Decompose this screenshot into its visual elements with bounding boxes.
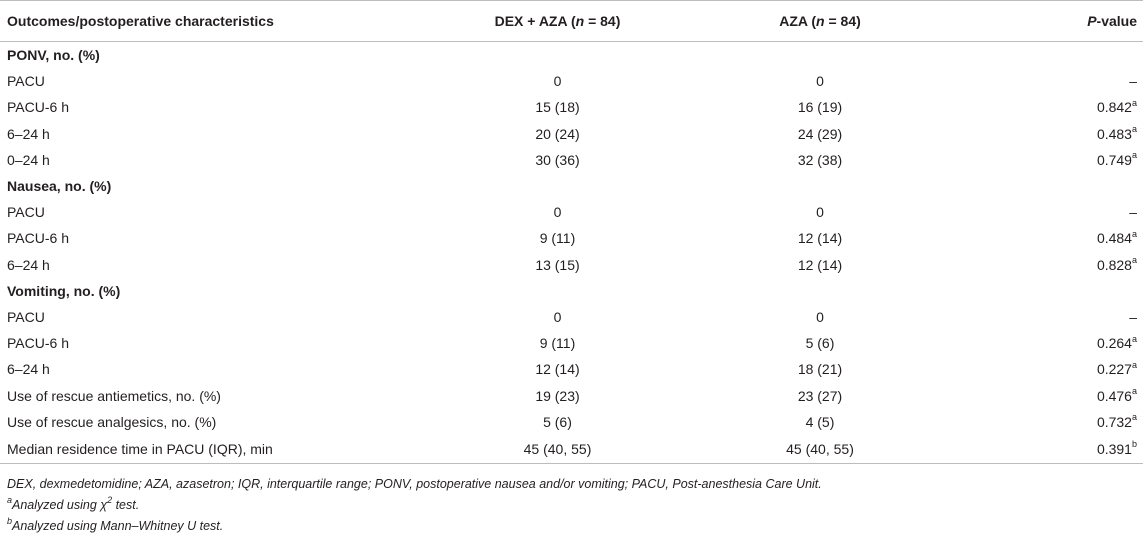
table-row: [0, 147, 1143, 173]
section-label: PONV, no. (%): [7, 47, 100, 64]
footnote-marker: a: [1131, 150, 1137, 161]
row-label: 6–24 h: [7, 125, 50, 142]
cell-dex-aza: 0: [553, 73, 562, 90]
cell-dex-aza: 5 (6): [543, 413, 572, 430]
cell-aza: 16 (19): [797, 99, 843, 116]
cell-aza: 23 (27): [797, 387, 843, 404]
cell-p-value: [945, 121, 1143, 147]
table-row: [0, 304, 1143, 330]
section-row: [0, 173, 1143, 199]
row-label: PACU: [7, 308, 45, 325]
footnote-marker: a: [1131, 97, 1137, 108]
cell-aza: [695, 278, 945, 304]
header-dex-aza: DEX + AZA (n = 84): [420, 1, 695, 42]
cell-aza: 0: [816, 308, 824, 325]
section-label: Nausea, no. (%): [7, 178, 112, 195]
cell-dex-aza: 9 (11): [539, 230, 576, 247]
section-row: [0, 42, 1143, 69]
cell-p-value: [945, 42, 1143, 69]
p-value-text: 0.227: [1096, 361, 1132, 378]
cell-aza: 0: [816, 73, 824, 90]
table-header: [0, 1, 1143, 42]
p-value-text: 0.749: [1096, 151, 1132, 168]
cell-aza: 32 (38): [797, 151, 843, 168]
table-row: [0, 121, 1143, 147]
table-body: [0, 42, 1143, 464]
section-label: Vomiting, no. (%): [7, 282, 121, 299]
cell-aza: 24 (29): [797, 125, 843, 142]
cell-aza: [695, 42, 945, 69]
row-label: 0–24 h: [7, 151, 50, 168]
cell-p-value: [945, 225, 1143, 251]
cell-aza: 12 (14): [797, 256, 843, 273]
section-row: [0, 278, 1143, 304]
footnote-a: $^a$Analyzed using $\chi^2$ test.: [7, 494, 140, 512]
cell-dex-aza: 20 (24): [535, 125, 580, 142]
cell-p-value: [945, 252, 1143, 278]
cell-aza: 5 (6): [805, 335, 835, 352]
cell-dex-aza: 12 (14): [535, 361, 580, 378]
table-row: [0, 252, 1143, 278]
footnote-marker: a: [1131, 359, 1137, 370]
row-label: PACU-6 h: [7, 99, 69, 116]
cell-aza: 4 (5): [805, 413, 835, 430]
row-label: PACU-6 h: [7, 230, 69, 247]
footnote-marker: a: [1131, 333, 1137, 344]
table-row: [0, 356, 1143, 382]
p-value-text: 0.732: [1096, 413, 1132, 430]
footnote-abbreviations: DEX, dexmedetomidine; AZA, azasetron; IQR, interquartile range; PONV, postoperative nausea and/or vomiting; PACU, Post-anesthesia Care Unit.: [7, 476, 822, 491]
cell-p-value: [945, 304, 1143, 330]
cell-aza: 18 (21): [797, 361, 843, 378]
table-row: [0, 435, 1143, 464]
cell-dex-aza: [420, 173, 695, 199]
row-label: PACU-6 h: [7, 335, 69, 352]
cell-p-value: [945, 330, 1143, 356]
table-row: [0, 94, 1143, 120]
cell-p-value: [945, 435, 1143, 464]
footnote-marker: a: [1131, 385, 1137, 396]
row-label: 6–24 h: [7, 361, 50, 378]
row-label: Use of rescue antiemetics, no. (%): [7, 387, 221, 404]
cell-aza: [695, 173, 945, 199]
cell-aza: 0: [816, 204, 824, 221]
header-aza: AZA (n = 84): [695, 1, 945, 42]
cell-p-value: [945, 409, 1143, 435]
cell-aza: 12 (14): [797, 230, 843, 247]
footnote-b: $^b$Analyzed using Mann–Whitney U test.: [7, 515, 224, 533]
row-label: Median residence time in PACU (IQR), min: [0, 435, 420, 464]
p-value-text: 0.476: [1096, 387, 1132, 404]
table-row: [0, 225, 1143, 251]
footnote-marker: a: [1131, 124, 1137, 134]
footnote-marker: a: [1131, 412, 1137, 423]
cell-p-value: [945, 147, 1143, 173]
cell-p-value: [945, 94, 1143, 120]
footnote-marker: b: [1131, 439, 1137, 450]
cell-dex-aza: 45 (40, 55): [420, 435, 695, 464]
cell-dex-aza: 30 (36): [535, 151, 580, 168]
cell-p-value: [945, 199, 1143, 225]
p-value-text: 0.391: [1096, 440, 1132, 457]
p-value-text: –: [1129, 204, 1137, 221]
footnote-marker: a: [1131, 254, 1137, 265]
cell-dex-aza: 9 (11): [539, 335, 576, 352]
table-row: [0, 68, 1143, 94]
cell-dex-aza: 15 (18): [535, 99, 580, 116]
cell-dex-aza: [420, 42, 695, 69]
cell-aza: 45 (40, 55): [695, 435, 945, 464]
p-value-text: –: [1129, 308, 1137, 325]
cell-p-value: [945, 68, 1143, 94]
header-row: [0, 1, 1143, 42]
cell-dex-aza: 19 (23): [535, 387, 580, 404]
table-row: [0, 409, 1143, 435]
cell-p-value: [945, 173, 1143, 199]
table-row: [0, 199, 1143, 225]
row-label: PACU: [7, 73, 45, 90]
footnote-marker: a: [1131, 228, 1137, 239]
p-value-text: 0.842: [1096, 99, 1132, 116]
footnotes: [0, 474, 1143, 537]
p-value-text: 0.484: [1096, 230, 1132, 247]
cell-dex-aza: 0: [553, 308, 562, 325]
cell-dex-aza: 0: [553, 204, 562, 221]
p-value-text: 0.828: [1096, 256, 1132, 273]
row-label: PACU: [7, 204, 45, 221]
p-value-text: 0.264: [1096, 335, 1132, 352]
table-row: [0, 382, 1143, 408]
header-outcomes: Outcomes/postoperative characteristics: [0, 1, 420, 42]
row-label: Use of rescue analgesics, no. (%): [7, 413, 217, 430]
table-row: [0, 330, 1143, 356]
cell-p-value: [945, 356, 1143, 382]
header-p-value: P-value: [945, 1, 1143, 42]
cell-p-value: [945, 382, 1143, 408]
row-label: 6–24 h: [7, 256, 50, 273]
cell-dex-aza: [420, 278, 695, 304]
p-value-text: 0.483: [1096, 125, 1132, 142]
p-value-text: –: [1129, 73, 1137, 90]
cell-dex-aza: 13 (15): [535, 256, 580, 273]
cell-p-value: [945, 278, 1143, 304]
